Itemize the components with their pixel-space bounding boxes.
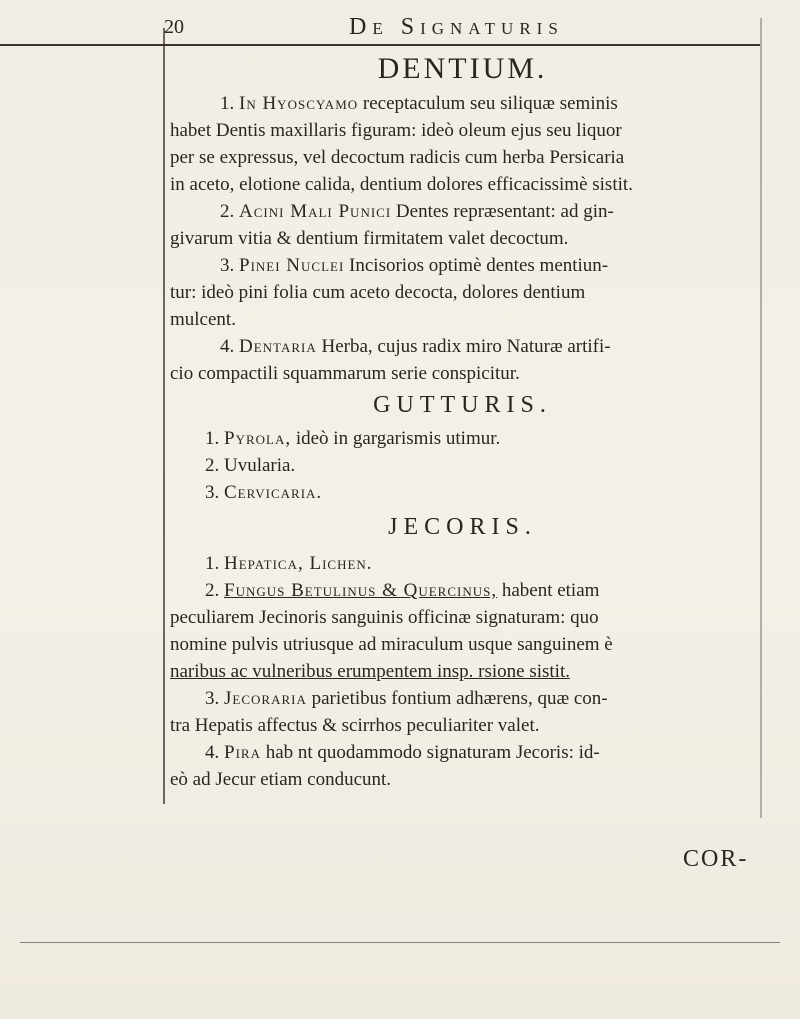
bottom-rule [20, 942, 780, 943]
text-line: habet Dentis maxillaris figuram: ideò oleum ejus seu liquor [170, 120, 622, 141]
text-line: givarum vitia & dentium firmitatem valet decoctum. [170, 228, 569, 249]
page-left-border [163, 28, 165, 804]
section-title-gutturis: GUTTURIS. [373, 392, 552, 418]
text-line: 4. Pira hab nt quodammodo signaturam Jecoris: id- [205, 742, 600, 763]
gutturis-list [170, 425, 755, 506]
text-line: in aceto, elotione calida, dentium dolores efficacissimè sistit. [170, 174, 633, 195]
list-item: 1. Pyrola, ideò in gargarismis utimur. [205, 428, 501, 449]
section-title-dentium: DENTIUM. [377, 52, 548, 85]
jecoris-text [170, 550, 755, 793]
text-line: 3. Jecoraria parietibus fontium adhærens, quæ con- [205, 688, 608, 709]
text-line: tur: ideò pini folia cum aceto decocta, dolores dentium [170, 282, 586, 303]
text-line: 2. Fungus Betulinus & Quercinus, habent etiam [205, 580, 600, 601]
text-line: eò ad Jecur etiam conducunt. [170, 769, 392, 790]
text-line: 3. Pinei Nuclei Incisorios optimè dentes mentiun- [220, 255, 609, 276]
text-line: 1. Hepatica, Lichen. [205, 553, 373, 574]
text-line: per se expressus, vel decoctum radicis cum herba Persicaria [170, 147, 625, 168]
text-line: peculiarem Jecinoris sanguinis officinæ signaturam: quo [170, 607, 599, 628]
page-header [164, 14, 754, 42]
list-item: 2. Uvularia. [205, 455, 296, 476]
catchword: COR- [683, 846, 749, 872]
section-title-jecoris: JECORIS. [388, 514, 537, 540]
text-line: mulcent. [170, 309, 236, 330]
page-right-border [760, 18, 762, 818]
page-number: 20 [164, 16, 184, 38]
text-line: 4. Dentaria Herba, cujus radix miro Naturæ artifi- [220, 336, 611, 357]
text-line: naribus ac vulneribus erumpentem insp. rsione sistit. [170, 661, 570, 682]
header-rule [0, 44, 760, 46]
text-line: nomine pulvis utriusque ad miraculum usque sanguinem è [170, 634, 613, 655]
text-line: tra Hepatis affectus & scirrhos peculiariter valet. [170, 715, 540, 736]
running-title: De Signaturis [349, 14, 564, 40]
text-line: 2. Acini Mali Punici Dentes repræsentant: ad gin- [220, 201, 614, 222]
text-line: 1. In Hyoscyamo receptaculum seu siliquæ seminis [220, 93, 618, 114]
section-jecoris [170, 514, 755, 541]
section-dentium [170, 52, 755, 86]
dentium-text [170, 90, 755, 387]
section-gutturis [170, 392, 755, 419]
list-item: 3. Cervicaria. [205, 482, 323, 503]
text-line: cio compactili squammarum serie conspicitur. [170, 363, 520, 384]
